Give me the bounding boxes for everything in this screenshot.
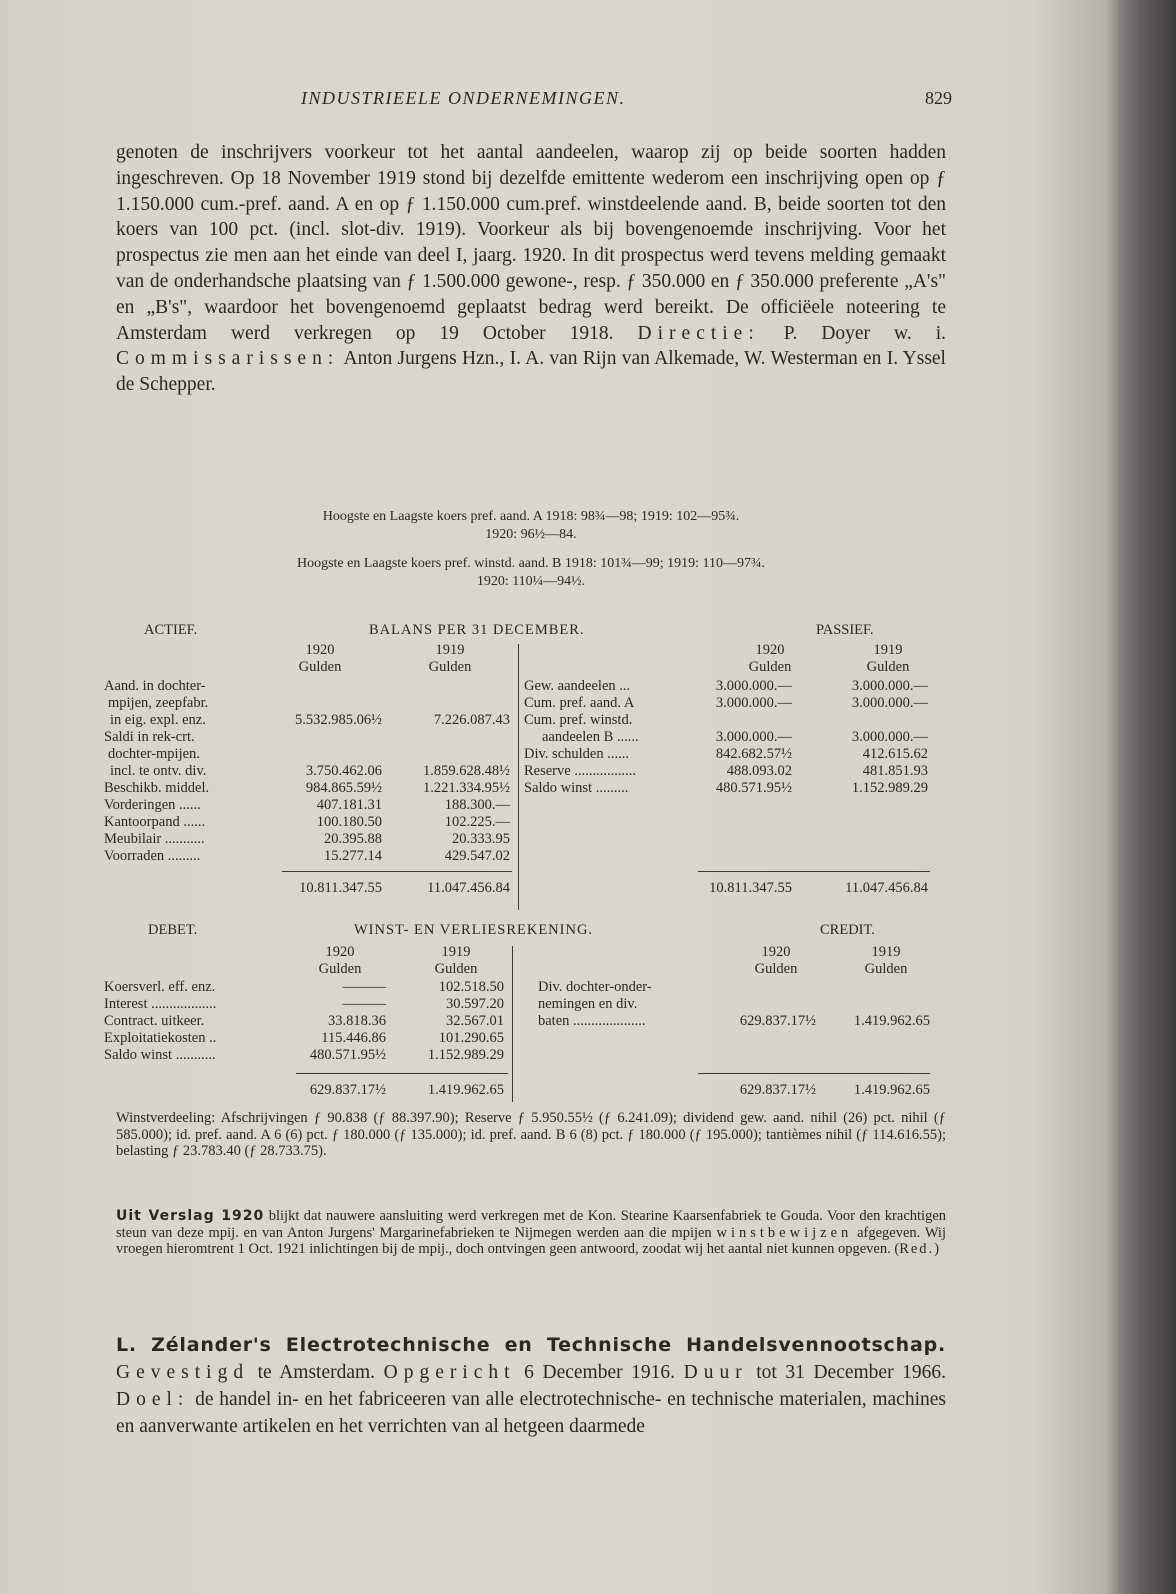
balance-actief-row-value-1: 984.865.59½ <box>305 780 382 796</box>
balance-passief-row-value-2: 1.152.989.29 <box>851 780 928 796</box>
pl-right-total2: 1.419.962.65 <box>853 1082 930 1098</box>
balance-passief-row-label: Reserve ................. <box>524 763 636 779</box>
balance-right-total-rule <box>698 871 930 872</box>
pl-debet-row-label: Interest .................. <box>104 996 217 1012</box>
balance-right-total2: 11.047.456.84 <box>845 880 928 896</box>
balance-actief-row-value-1: 100.180.50 <box>316 814 382 830</box>
balance-passief-row-value-2: 481.851.93 <box>862 763 928 779</box>
balance-left-year2: 1919 <box>435 642 465 658</box>
balance-passief-row-value-1: 480.571.95½ <box>715 780 792 796</box>
balance-actief-row-label: incl. te ontv. div. <box>110 763 207 779</box>
pl-title: WINST- EN VERLIESREKENING. <box>354 922 594 938</box>
opgericht-value: 6 December 1916. <box>524 1362 676 1383</box>
profit-loss-account <box>104 922 946 1102</box>
balance-right-total1: 10.811.347.55 <box>709 880 792 896</box>
pl-credit-heading: CREDIT. <box>820 922 875 938</box>
pl-credit-row-value-1: 629.837.17½ <box>739 1013 816 1029</box>
pl-credit-row-label: Div. dochter-onder- <box>538 979 652 995</box>
winstverdeeling-paragraph: Winstverdeeling: Afschrijvingen ƒ 90.838 (ƒ 88.397.90); Reserve ƒ 5.950.55½ (ƒ 6.241.09); dividend gew. aand. nihil (26) pct. nihil (ƒ 585.000); id. pref. aand. A 6 (6) pct. ƒ 180.000 (ƒ 135.000); id. pref. aand. B 6 (8) pct. ƒ 180.000 (ƒ 195.000); tantièmes nihil (ƒ 114.616.55); belasting ƒ 23.783.40 (ƒ 28.733.75). <box>116 1110 946 1159</box>
balance-actief-row-value-1: 3.750.462.06 <box>305 763 382 779</box>
balance-actief-row-value-1: 20.395.88 <box>324 831 382 847</box>
pl-credit-row-label: nemingen en div. <box>538 996 638 1012</box>
pl-right-year1: 1920 <box>761 944 791 960</box>
opgericht-label: Opgericht <box>383 1362 516 1383</box>
pl-right-unit1: Gulden <box>754 961 798 977</box>
directie-value: P. Doyer w. i. <box>783 322 947 344</box>
intro-paragraph <box>116 140 946 398</box>
balance-right-unit1: Gulden <box>748 659 792 675</box>
balance-passief-row-value-2: 3.000.000.— <box>851 695 928 711</box>
balance-left-total-rule <box>282 871 512 872</box>
pl-debet-row-value-2: 1.152.989.29 <box>427 1047 504 1063</box>
balance-left-total1: 10.811.347.55 <box>299 880 382 896</box>
koers-pref-b-line2: 1920: 110¼—94½. <box>476 574 586 589</box>
balance-actief-row-value-1: 407.181.31 <box>316 797 382 813</box>
running-header <box>116 88 952 114</box>
verslag-spaced-word: winstbewijzen <box>716 1224 853 1241</box>
pl-left-unit1: Gulden <box>318 961 362 977</box>
koers-pref-b <box>116 555 946 591</box>
pl-debet-row-label: Saldo winst ........... <box>104 1047 216 1063</box>
balance-passief-row-label: aandeelen B ...... <box>542 729 639 745</box>
balance-actief-row-label: Meubilair ........... <box>104 831 205 847</box>
pl-credit-row-label: baten .................... <box>538 1013 646 1029</box>
balance-actief-row-value-2: 7.226.087.43 <box>433 712 510 728</box>
koers-pref-a <box>116 508 946 544</box>
verslag-red: Red. <box>899 1241 935 1257</box>
pl-right-total-rule <box>698 1073 930 1074</box>
koers-pref-a-line1: Hoogste en Laagste koers pref. aand. A 1918: 98¾—98; 1919: 102—95¾. <box>322 509 740 524</box>
pl-left-year1: 1920 <box>325 944 355 960</box>
pl-left-total2: 1.419.962.65 <box>427 1082 504 1098</box>
balance-actief-row-label: Saldi in rek-crt. <box>104 729 195 745</box>
balance-actief-row-label: Vorderingen ...... <box>104 797 201 813</box>
balance-right-year1: 1920 <box>755 642 785 658</box>
gevestigd-value: te Amsterdam. <box>257 1362 376 1383</box>
balance-passief-row-value-1: 488.093.02 <box>726 763 792 779</box>
balance-actief-row-label: Beschikb. middel. <box>104 780 210 796</box>
commissarissen-value: Anton Jurgens Hzn., I. A. van Rijn van Alkemade, W. Westerman en I. Yssel de Schepper. <box>116 348 946 396</box>
doel-value: de handel in- en het fabriceeren van alle electrotechnische- en technische materialen, machines en aanverwante artikelen en het verrichten van al hetgeen daarmede <box>116 1389 947 1437</box>
balance-actief-row-value-2: 20.333.95 <box>452 831 510 847</box>
balance-passief-row-label: Div. schulden ...... <box>524 746 629 762</box>
balance-actief-row-value-2: 429.547.02 <box>444 848 510 864</box>
gevestigd-label: Gevestigd <box>116 1362 250 1383</box>
pl-right-year2: 1919 <box>871 944 901 960</box>
balance-actief-row-value-2: 188.300.— <box>444 797 510 813</box>
verslag-text-b: afgegeven. Wij vroegen hieromtrent 1 Oct. 1921 inlichtingen bij de mpij., doch ontvingen geen antwoord, zoodat wij het aantal niet kunnen opgeven. ( <box>116 1224 946 1257</box>
balance-actief-row-label: Aand. in dochter- <box>104 678 206 694</box>
company-entry-paragraph <box>116 1332 946 1440</box>
balance-actief-row-value-2: 1.221.334.95½ <box>423 780 510 796</box>
balance-passief-row-value-2: 3.000.000.— <box>851 678 928 694</box>
balance-passief-heading: PASSIEF. <box>816 622 874 638</box>
balance-passief-row-label: Cum. pref. aand. A <box>524 695 635 711</box>
pl-debet-row-value-1: ——— <box>342 979 386 995</box>
verslag-heading: Uit Verslag 1920 <box>116 1208 265 1224</box>
balance-passief-row-value-1: 3.000.000.— <box>715 695 792 711</box>
running-title: INDUSTRIEELE ONDERNEMINGEN. <box>301 88 626 108</box>
balance-actief-row-label: Kantoorpand ...... <box>104 814 206 830</box>
balance-actief-heading: ACTIEF. <box>144 622 198 638</box>
balance-passief-row-value-2: 412.615.62 <box>862 746 928 762</box>
pl-debet-row-value-1: 480.571.95½ <box>309 1047 386 1063</box>
pl-debet-row-value-1: 115.446.86 <box>321 1030 386 1046</box>
balance-actief-row-value-2: 102.225.— <box>444 814 510 830</box>
verslag-paragraph <box>116 1208 946 1258</box>
pl-right-unit2: Gulden <box>864 961 908 977</box>
pl-left-total-rule <box>296 1073 508 1074</box>
balance-right-unit2: Gulden <box>866 659 910 675</box>
balance-passief-row-label: Saldo winst ......... <box>524 780 629 796</box>
balance-left-year1: 1920 <box>305 642 335 658</box>
balance-left-unit2: Gulden <box>428 659 472 675</box>
pl-left-total1: 629.837.17½ <box>309 1082 386 1098</box>
balance-actief-row-value-1: 15.277.14 <box>324 848 382 864</box>
balance-passief-row-value-1: 3.000.000.— <box>715 678 792 694</box>
duur-label: Duur <box>683 1362 748 1383</box>
intro-text: genoten de inschrijvers voorkeur tot het aantal aandeelen, waarop zij op beide soorten hadden ingeschreven. Op 18 November 1919 stond bij dezelfde emittente wederom een inschrijving open op ƒ 1.150.000 cum.-pref. aand. A en op ƒ 1.150.000 cum.pref. winstdeelende aand. B, beide soorten tot den koers van 100 pct. (incl. slot-div. 1919). Voorkeur als bij bovengenoemde inschrijving. Voor het prospectus zie men aan het einde van deel I, jaarg. 1920. In dit prospectus werd tevens melding gemaakt van de onderhandsche plaatsing van ƒ 1.500.000 gewone-, resp. ƒ 350.000 en ƒ 350.000 preferente „A's" en „B's", waardoor het bovengenoemd geplaatst bedrag werd bereikt. De officiëele noteering te Amsterdam werd verkregen op 19 October 1918. <box>116 142 946 344</box>
balance-actief-row-value-2: 1.859.628.48½ <box>423 763 510 779</box>
pl-debet-row-value-2: 101.290.65 <box>438 1030 504 1046</box>
book-spine <box>1118 0 1176 1594</box>
duur-value: tot 31 December 1966. <box>756 1362 947 1383</box>
directie-label: Directie: <box>637 322 760 344</box>
pl-divider <box>512 946 513 1102</box>
pl-right-total1: 629.837.17½ <box>739 1082 816 1098</box>
balance-passief-row-value-1: 842.682.57½ <box>715 746 792 762</box>
pl-credit-row-value-2: 1.419.962.65 <box>853 1013 930 1029</box>
balance-actief-row-label: Voorraden ......... <box>104 848 201 864</box>
pl-debet-row-label: Exploitatiekosten .. <box>104 1030 217 1046</box>
commissarissen-label: Commissarissen: <box>116 348 340 370</box>
balance-actief-row-value-1: 5.532.985.06½ <box>295 712 382 728</box>
koers-pref-a-line2: 1920: 96½—84. <box>485 527 577 542</box>
balance-passief-row-label: Gew. aandeelen ... <box>524 678 631 694</box>
balance-right-year2: 1919 <box>873 642 903 658</box>
company-name: L. Zélander's Electrotechnische en Technische Handelsvennootschap. <box>116 1334 946 1356</box>
pl-debet-row-value-1: 33.818.36 <box>328 1013 386 1029</box>
balance-passief-row-label: Cum. pref. winstd. <box>524 712 633 728</box>
balance-sheet <box>104 622 946 912</box>
verslag-text-a: blijkt dat nauwere aansluiting werd verkregen met de Kon. Stearine Kaarsenfabriek te Gouda. Voor den krachtigen steun van deze mpij. en van Anton Jurgens' Margarinefabrieken te Nijmegen werden aan die mpijen <box>116 1208 946 1241</box>
pl-left-unit2: Gulden <box>434 961 478 977</box>
pl-debet-row-value-2: 102.518.50 <box>438 979 504 995</box>
balance-passief-row-value-1: 3.000.000.— <box>715 729 792 745</box>
pl-debet-heading: DEBET. <box>148 922 198 938</box>
pl-left-year2: 1919 <box>441 944 471 960</box>
balance-left-unit1: Gulden <box>298 659 342 675</box>
koers-pref-b-line1: Hoogste en Laagste koers pref. winstd. aand. B 1918: 101¾—99; 1919: 110—97¾. <box>296 556 766 571</box>
doel-label: Doel: <box>116 1389 190 1410</box>
pl-debet-row-label: Koersverl. eff. enz. <box>104 979 216 995</box>
balance-actief-row-label: dochter-mpijen. <box>108 746 200 762</box>
balance-title: BALANS PER 31 DECEMBER. <box>369 622 585 638</box>
balance-actief-row-label: in eig. expl. enz. <box>110 712 206 728</box>
balance-actief-row-label: mpijen, zeepfabr. <box>108 695 209 711</box>
pl-debet-row-value-1: ——— <box>342 996 386 1012</box>
page-number: 829 <box>925 88 952 108</box>
pl-debet-row-value-2: 32.567.01 <box>446 1013 504 1029</box>
pl-debet-row-value-2: 30.597.20 <box>446 996 504 1012</box>
balance-divider <box>518 644 519 910</box>
balance-passief-row-value-2: 3.000.000.— <box>851 729 928 745</box>
balance-left-total2: 11.047.456.84 <box>427 880 510 896</box>
verslag-text-c: ) <box>934 1241 940 1257</box>
pl-debet-row-label: Contract. uitkeer. <box>104 1013 205 1029</box>
